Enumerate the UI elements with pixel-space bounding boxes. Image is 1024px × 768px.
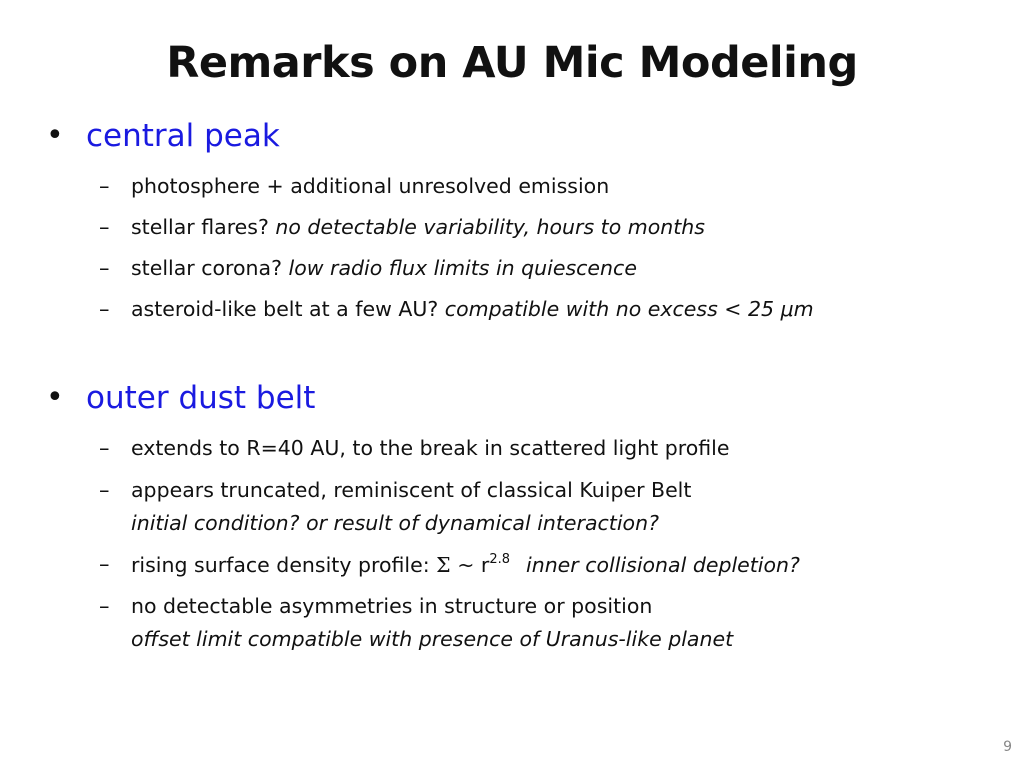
sub-item-asymmetries (131, 594, 652, 618)
page-number: 9 (1003, 739, 1012, 755)
bullet-marker: • (46, 380, 64, 415)
sub-item-note: low radio flux limits in quiescence (288, 256, 637, 280)
dash-marker: – (99, 552, 110, 576)
sub-item-extends (131, 436, 729, 460)
dash-marker: – (99, 174, 110, 198)
sub-item-asteroid-belt (131, 297, 814, 321)
exponent: 2.8 (489, 552, 510, 567)
sub-item-stellar-corona (131, 256, 637, 280)
sub-item-text: rising surface density profile: (131, 553, 437, 577)
dash-marker: – (99, 215, 110, 239)
sub-item-text: stellar corona? (131, 256, 289, 280)
slide-title: Remarks on AU Mic Modeling (166, 38, 858, 88)
sub-item-truncated (131, 478, 691, 502)
dash-marker: – (99, 256, 110, 280)
sub-item-stellar-flares (131, 215, 705, 239)
sub-item-text: asteroid-like belt at a few AU? (131, 297, 445, 321)
dash-marker: – (99, 478, 110, 502)
sub-item-photosphere (131, 174, 609, 198)
sub-item-text: appears truncated, reminiscent of classical Kuiper Belt (131, 478, 692, 502)
sigma-symbol: Σ (436, 553, 451, 577)
sub-item-text: photosphere + additional unresolved emission (131, 174, 610, 198)
sub-item-density-profile (131, 552, 800, 577)
sub-item-text: extends to R=40 AU, to the break in scattered light profile (131, 436, 730, 460)
sub-item-note: initial condition? or result of dynamical interaction? (131, 511, 659, 535)
dash-marker: – (99, 297, 110, 321)
dash-marker: – (99, 594, 110, 618)
sub-item-text: no detectable asymmetries in structure or position (131, 594, 653, 618)
sub-item-note: compatible with no excess < 25 μm (444, 297, 814, 321)
sub-item-text: ~ r (450, 553, 490, 577)
sub-item-note: inner collisional depletion? (526, 553, 800, 577)
sub-item-text: stellar flares? (131, 215, 276, 239)
bullet-central-peak: central peak (86, 118, 280, 154)
sub-item-note: offset limit compatible with presence of Uranus-like planet (131, 627, 734, 651)
sub-item-note: no detectable variability, hours to months (275, 215, 705, 239)
bullet-marker: • (46, 118, 64, 153)
dash-marker: – (99, 436, 110, 460)
bullet-outer-dust-belt: outer dust belt (86, 380, 316, 416)
